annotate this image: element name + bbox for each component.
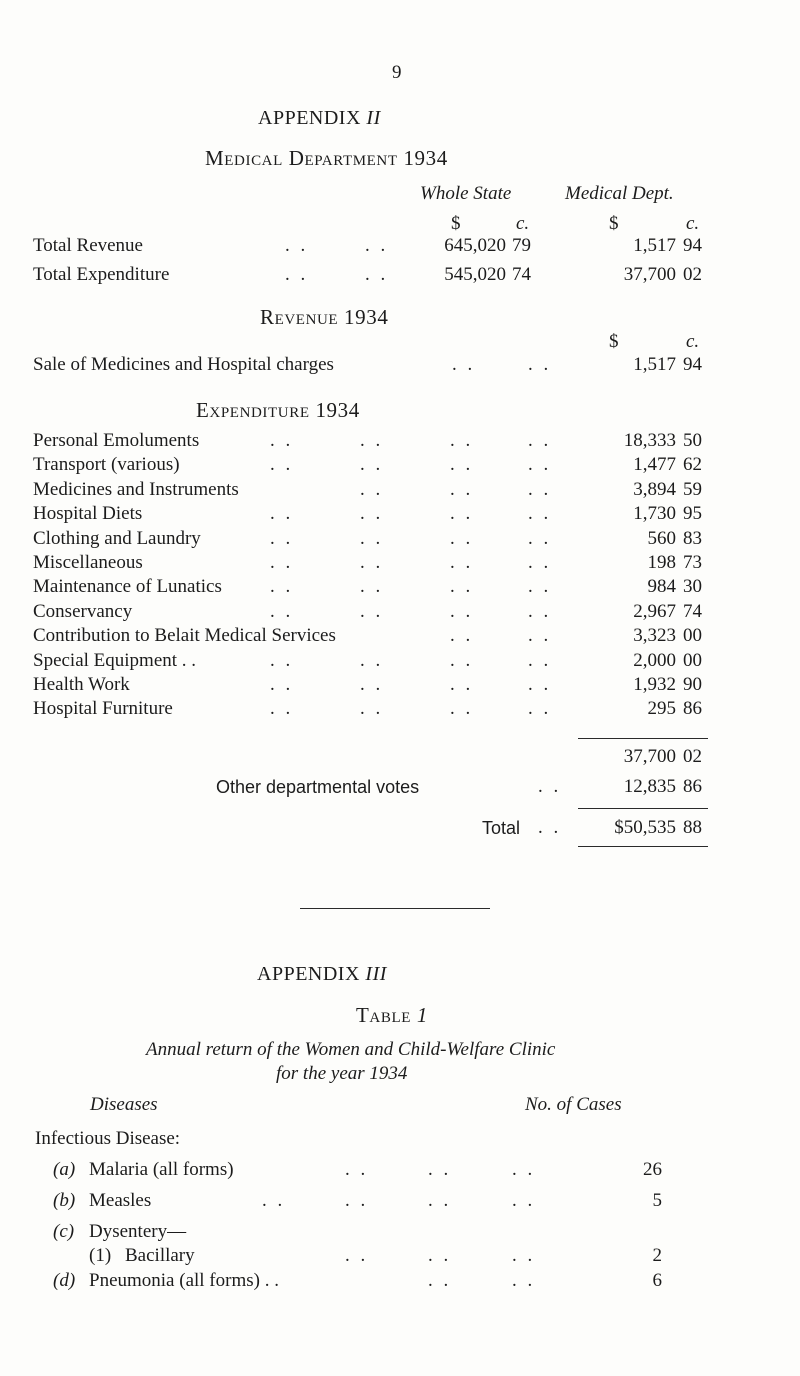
leader-dots: . . <box>450 528 474 549</box>
expenditure-heading: Expenditure 1934 <box>196 398 360 422</box>
expenditure-dollars: 198 <box>647 552 676 573</box>
leader-dots: . . <box>270 528 294 549</box>
medical-dollar-unit: $ <box>609 213 619 234</box>
leader-dots: . . <box>428 1270 452 1291</box>
leader-dots: . . <box>262 1190 286 1211</box>
leader-dots: . . <box>270 601 294 622</box>
expenditure-cents: 50 <box>683 430 702 451</box>
leader-dots: . . <box>270 576 294 597</box>
appendix-2-heading-number: II <box>366 107 381 129</box>
leader-dots: . . <box>360 674 384 695</box>
table-title-line-2: for the year 1934 <box>276 1063 408 1084</box>
disease-cases: 26 <box>643 1159 662 1180</box>
leader-dots: . . <box>360 430 384 451</box>
leader-dots: . . <box>450 430 474 451</box>
disease-label: Dysentery— <box>89 1221 187 1242</box>
summary-label: Total Revenue <box>33 235 143 256</box>
whole-state-dollars: 545,020 <box>444 264 506 285</box>
leader-dots: . . <box>270 503 294 524</box>
col-header-diseases: Diseases <box>90 1094 158 1115</box>
leader-dots: . . <box>528 625 552 646</box>
expenditure-dollars: 2,967 <box>633 601 676 622</box>
col-header-whole-state: Whole State <box>420 183 512 204</box>
revenue-heading: Revenue 1934 <box>260 305 389 329</box>
leader-dots: . . <box>270 454 294 475</box>
expenditure-cents: 00 <box>683 625 702 646</box>
leader-dots: . . <box>450 454 474 475</box>
leader-dots: . . <box>452 354 476 375</box>
leader-dots: . . <box>528 479 552 500</box>
leader-dots: . . <box>345 1245 369 1266</box>
other-votes-label: Other departmental votes <box>216 777 420 797</box>
revenue-cents-unit: c. <box>686 331 700 352</box>
medical-dollars: 37,700 <box>623 264 676 285</box>
leader-dots: . . <box>360 528 384 549</box>
other-votes-dollars: 12,835 <box>623 776 676 797</box>
expenditure-dollars: 560 <box>647 528 676 549</box>
disease-label: Bacillary <box>125 1245 195 1266</box>
leader-dots: . . <box>528 354 552 375</box>
appendix-2-heading-word: APPENDIX <box>258 107 361 129</box>
disease-cases: 2 <box>652 1245 662 1266</box>
leader-dots: . . <box>528 430 552 451</box>
leader-dots: . . <box>360 698 384 719</box>
whole-state-cents: 74 <box>512 264 531 285</box>
table-label-number: 1 <box>416 1003 428 1027</box>
leader-dots: . . <box>360 650 384 671</box>
expenditure-cents: 30 <box>683 576 702 597</box>
expenditure-label: Personal Emoluments <box>33 430 200 451</box>
expenditure-dollars: 3,894 <box>633 479 676 500</box>
expenditure-label: Contribution to Belait Medical Services <box>33 625 336 646</box>
leader-dots: . . <box>450 552 474 573</box>
leader-dots: . . <box>345 1190 369 1211</box>
leader-dots: . . <box>450 674 474 695</box>
leader-dots: . . <box>528 552 552 573</box>
total-label: Total <box>482 818 521 838</box>
leader-dots: . . <box>285 264 309 285</box>
table-title-line-1: Annual return of the Women and Child-Welfare Clinic <box>146 1039 556 1060</box>
leader-dots: . . <box>360 503 384 524</box>
expenditure-dollars: 18,333 <box>623 430 676 451</box>
leader-dots: . . <box>512 1190 536 1211</box>
expenditure-cents: 74 <box>683 601 702 622</box>
leader-dots: . . <box>365 264 389 285</box>
leader-dots: . . <box>512 1270 536 1291</box>
total-rule-top <box>578 808 708 809</box>
expenditure-label: Maintenance of Lunatics <box>33 576 222 597</box>
table-label-word: Table <box>356 1003 411 1027</box>
revenue-label: Sale of Medicines and Hospital charges <box>33 354 334 375</box>
leader-dots: . . <box>450 698 474 719</box>
expenditure-dollars: 984 <box>647 576 676 597</box>
expenditure-dollars: 1,477 <box>633 454 676 475</box>
subtotal-cents: 02 <box>683 746 702 767</box>
leader-dots: . . <box>270 430 294 451</box>
disease-letter: (b) <box>53 1190 76 1211</box>
leader-dots: . . <box>360 576 384 597</box>
page-number: 9 <box>392 62 402 83</box>
col-header-cases: No. of Cases <box>525 1094 622 1115</box>
disease-label: Malaria (all forms) <box>89 1159 234 1180</box>
whole-cents-unit: c. <box>516 213 530 234</box>
expenditure-label: Miscellaneous <box>33 552 143 573</box>
appendix-3-heading <box>257 963 387 986</box>
leader-dots: . . <box>450 601 474 622</box>
total-rule-bottom <box>578 846 708 847</box>
appendix-3-heading-number: III <box>365 963 387 985</box>
expenditure-dollars: 1,730 <box>633 503 676 524</box>
leader-dots: . . <box>528 650 552 671</box>
leader-dots: . . <box>528 601 552 622</box>
revenue-dollar-unit: $ <box>609 331 619 352</box>
expenditure-label: Health Work <box>33 674 130 695</box>
leader-dots: . . <box>270 698 294 719</box>
expenditure-label: Conservancy <box>33 601 133 622</box>
expenditure-dollars: 2,000 <box>633 650 676 671</box>
leader-dots: . . <box>450 479 474 500</box>
disease-letter: (a) <box>53 1159 76 1180</box>
subtotal-dollars: 37,700 <box>623 746 676 767</box>
subtotal-rule <box>578 738 708 739</box>
expenditure-label: Clothing and Laundry <box>33 528 201 549</box>
leader-dots: . . <box>360 479 384 500</box>
leader-dots: . . <box>428 1159 452 1180</box>
appendix-2-heading <box>258 107 381 130</box>
disease-label: Measles <box>89 1190 152 1211</box>
medical-dollars: 1,517 <box>633 235 676 256</box>
other-votes-cents: 86 <box>683 776 702 797</box>
medical-cents: 94 <box>683 235 702 256</box>
disease-letter: (d) <box>53 1270 76 1291</box>
leader-dots: . . <box>528 528 552 549</box>
expenditure-label: Special Equipment . . <box>33 650 197 671</box>
expenditure-label: Transport (various) <box>33 454 180 475</box>
leader-dots: . . <box>365 235 389 256</box>
disease-sub-number: (1) <box>89 1245 112 1266</box>
expenditure-cents: 62 <box>683 454 702 475</box>
leader-dots: . . <box>360 552 384 573</box>
expenditure-dollars: 295 <box>647 698 676 719</box>
leader-dots: . . <box>538 817 562 838</box>
leader-dots: . . <box>512 1159 536 1180</box>
whole-state-dollars: 645,020 <box>444 235 506 256</box>
medical-cents-unit: c. <box>686 213 700 234</box>
expenditure-cents: 90 <box>683 674 702 695</box>
leader-dots: . . <box>270 650 294 671</box>
disease-letter: (c) <box>53 1221 75 1242</box>
disease-cases: 6 <box>652 1270 662 1291</box>
leader-dots: . . <box>512 1245 536 1266</box>
disease-label: Pneumonia (all forms) . . <box>89 1270 279 1291</box>
disease-cases: 5 <box>652 1190 662 1211</box>
leader-dots: . . <box>450 576 474 597</box>
leader-dots: . . <box>270 552 294 573</box>
leader-dots: . . <box>528 454 552 475</box>
appendix-3-heading-word: APPENDIX <box>257 963 360 985</box>
expenditure-cents: 83 <box>683 528 702 549</box>
leader-dots: . . <box>450 503 474 524</box>
expenditure-cents: 86 <box>683 698 702 719</box>
leader-dots: . . <box>528 576 552 597</box>
leader-dots: . . <box>528 698 552 719</box>
leader-dots: . . <box>450 625 474 646</box>
section-divider <box>300 908 490 909</box>
group-label: Infectious Disease: <box>35 1128 181 1149</box>
medical-cents: 02 <box>683 264 702 285</box>
expenditure-dollars: 3,323 <box>633 625 676 646</box>
leader-dots: . . <box>528 503 552 524</box>
leader-dots: . . <box>538 776 562 797</box>
leader-dots: . . <box>428 1245 452 1266</box>
leader-dots: . . <box>360 601 384 622</box>
leader-dots: . . <box>428 1190 452 1211</box>
whole-state-cents: 79 <box>512 235 531 256</box>
expenditure-dollars: 1,932 <box>633 674 676 695</box>
expenditure-cents: 73 <box>683 552 702 573</box>
revenue-cents: 94 <box>683 354 702 375</box>
table-label <box>356 1003 428 1028</box>
expenditure-label: Medicines and Instruments <box>33 479 239 500</box>
expenditure-label: Hospital Furniture <box>33 698 173 719</box>
whole-dollar-unit: $ <box>451 213 461 234</box>
expenditure-cents: 59 <box>683 479 702 500</box>
leader-dots: . . <box>528 674 552 695</box>
expenditure-cents: 00 <box>683 650 702 671</box>
expenditure-cents: 95 <box>683 503 702 524</box>
leader-dots: . . <box>450 650 474 671</box>
appendix-2-subtitle: Medical Department 1934 <box>205 146 448 170</box>
summary-label: Total Expenditure <box>33 264 170 285</box>
leader-dots: . . <box>270 674 294 695</box>
leader-dots: . . <box>345 1159 369 1180</box>
leader-dots: . . <box>360 454 384 475</box>
total-dollars: $50,535 <box>614 817 676 838</box>
leader-dots: . . <box>285 235 309 256</box>
col-header-medical-dept: Medical Dept. <box>565 183 674 204</box>
revenue-dollars: 1,517 <box>633 354 676 375</box>
expenditure-label: Hospital Diets <box>33 503 143 524</box>
total-cents: 88 <box>683 817 702 838</box>
